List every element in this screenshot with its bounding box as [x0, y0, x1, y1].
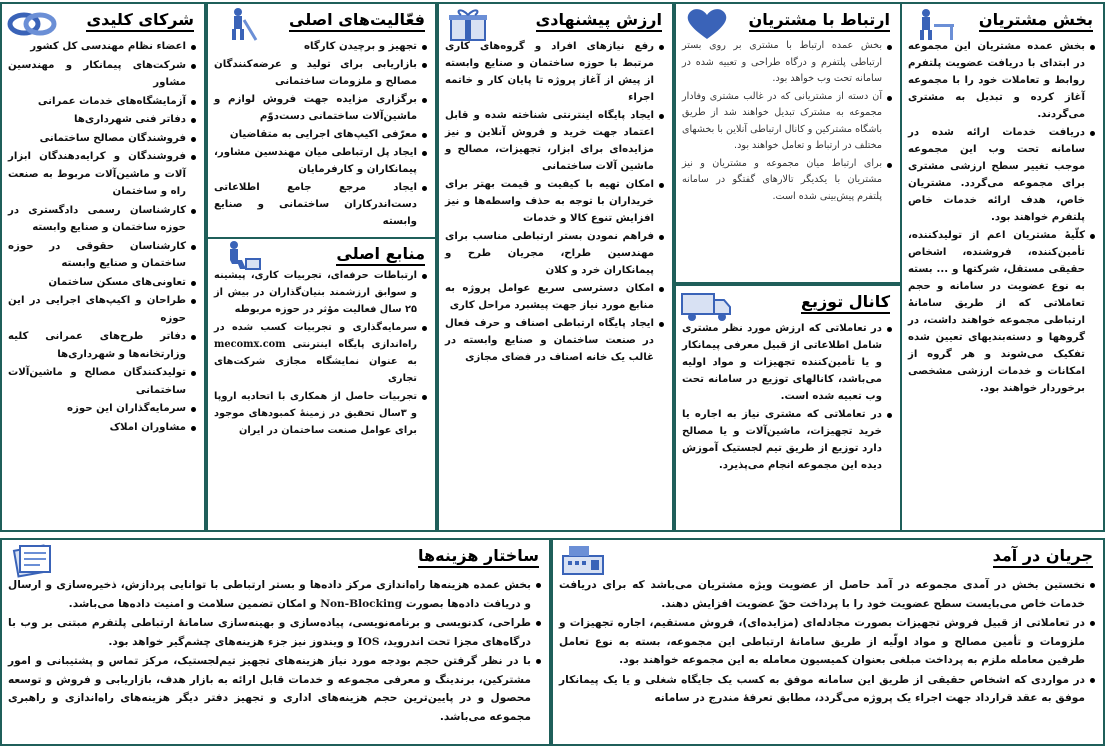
value-proposition-title: ارزش پیشنهادی: [536, 10, 662, 32]
customer-segments-title: بخش مشتریان: [979, 10, 1093, 32]
key-resources-title: منابع اصلی: [336, 244, 425, 266]
cost-structure-list: [2, 570, 549, 729]
resource-text-prefix: سرمایه‌گذاری و تجربیات کسب شده در راه‌اندازی پایگاه اینترنتی: [214, 322, 417, 350]
list-item: ارتباطات حرفه‌ای، تجربیات کاری، پیشینه و سوابق ارزشمند بنیان‌گذاران در بیش از ۲۵ سال فعالیت مؤثر در حوزه مربوطه: [214, 267, 427, 318]
value-proposition-panel: [437, 2, 674, 532]
list-item: طراحان و اکیپ‌های اجرایی در این حوزه: [8, 292, 196, 327]
list-item: تولیدکنندگان مصالح و ماشین‌آلات ساختمانی: [8, 364, 196, 399]
list-item: دریافت خدمات ارائه شده در سامانه تحت وب این مجموعه موجب تغییر سطح ارزشی مشتری برای مجموعه می‌گردد. مشتریان خاص، هدف ارائه خدمات خاص پلتفرم خواهند بود.: [908, 124, 1095, 226]
cost-item-1-prefix: بخش عمده هزینه‌ها راه‌اندازی مرکز داده‌ها و بستر ارتباطی با توانایی پردازش، ذخیره‌سازی و ارسال و دریافت داده‌ها بصورت: [8, 579, 531, 610]
list-item: [214, 319, 427, 387]
cost-structure-panel: [0, 538, 551, 746]
list-item: [8, 614, 541, 651]
cost-structure-title: ساختار هزینه‌ها: [418, 546, 539, 568]
cost-item-2-prefix: طراحی، کدنویسی و برنامه‌نویسی، پیاده‌سازی و بهینه‌سازی سامانهٔ ارتباطی پلتفرم مبتنی بر وب با درگاه‌های مجزا تحت اندروید،: [8, 617, 531, 648]
list-item: امکان دسترسی سریع عوامل پروژه به منابع مورد نیاز جهت پیشبرد مراحل کاری: [445, 280, 664, 314]
list-item: با در نظر گرفتن حجم بودجه مورد نیاز هزینه‌های تجهیز تیم‌لجستیک، مرکز تماس و پشتیبانی و امور مشترکین، برندینگ و معرفی مجموعه و خدمات قابل ارائه به بازار هدف، بازاریابی و فروش و توسعه محصول و در پایین‌ترین حجم هزینه‌های اداری و تجهیز دفتر دیگر هزینه‌های راه‌اندازی و راهبری مجموعه می‌باشد.: [8, 652, 541, 726]
revenue-streams-title: جریان در آمد: [993, 546, 1093, 568]
list-item: در تعاملاتی از قبیل فروش تجهیزات بصورت مجادله‌ای (مزایده‌ای)، فروش مستقیم، اجاره تجهیزات و ملزومات و تأمین مصالح و مواد اولّیه از طریق سامانهٔ ارتباطی این مجموعه، بسته به نوع تعامل طرفین معامله ملزم به پرداخت مبلغی بعنوان کمیسیون معامله به این مجموعه خواهند بود.: [559, 614, 1095, 670]
list-item: در تعاملاتی که ارزش مورد نظر مشتری شامل اطلاعاتی از قبیل معرفی پیمانکار و یا تأمین‌کننده تجهیزات و مواد اولیه می‌باشد، کانالهای توزیع در سامانه تحت وب تعبیه شده است.: [682, 320, 892, 405]
worker-icon: [212, 6, 266, 42]
list-item: فروشندگان و کرایه‌دهندگان ابزار آلات و ماشین‌آلات مربوط به صنعت راه و ساختمان: [8, 148, 196, 201]
gift-box-icon: [443, 6, 497, 42]
list-item: کلّیهٔ مشتریان اعم از تولیدکننده، تأمین‌کننده، فروشنده، اشخاص حقیقی مستقل، شرکتها و ... بسته به نوع عضویت در سامانه و حجم تعاملاتی که از طریق سامانهٔ ارتباطی مجموعه خواهند داشت، در گروهها و دسته‌بندیهای تعیین شده تفکیک می‌شوند و هر گروه از امکانات و خدمات ارزشی مشخصی برخوردار خواهند بود.: [908, 227, 1095, 397]
customer-relations-list: [676, 34, 900, 208]
list-item: ایجاد مرجع جامع اطلاعاتی دست‌اندرکاران ساختمانی و صنایع وابسته: [214, 179, 427, 230]
customer-segments-list: [902, 34, 1103, 400]
customer-relations-title: ارتباط با مشتریان: [749, 10, 890, 32]
key-resources-list: [208, 265, 435, 442]
customer-relations-panel: [674, 2, 902, 284]
revenue-streams-list: [553, 570, 1103, 711]
list-item: رفع نیازهای افراد و گروه‌های کاری مرتبط با حوزه ساختمان و صنایع وابسته از پیش از آغاز پروژه تا پایان کار و خاتمه اجراء: [445, 38, 664, 106]
list-item: ایجاد پایگاه اینترنتی شناخته شده و قابل اعتماد جهت خرید و فروش آنلاین و نیز مزایده‌ای برای ابزار، تجهیزات، مصالح و ماشین آلات ساختمانی: [445, 107, 664, 175]
cost-item-2-suffix: و ویندوز نیز جزء هزینه‌های چشم‌گیر خواهد بود.: [108, 635, 354, 648]
list-item: تجهیز و برچیدن کارگاه: [214, 38, 427, 55]
key-partners-panel: [0, 2, 206, 532]
list-item: اعضاء نظام مهندسی کل کشور: [8, 38, 196, 56]
cost-item-1-suffix: و امکان تضمین سلامت و امنیت داده‌ها می‌باشد.: [68, 597, 317, 610]
list-item: ایجاد پل ارتباطی میان مهندسین مشاور، پیمانکاران و کارفرمایان: [214, 144, 427, 178]
list-item: نخستین بخش در آمدی مجموعه در آمد حاصل از عضویت ویژه مشتریان می‌باشد که برای دریافت خدمات خاص می‌بایست سطح عضویت خود را با پرداخت حقّ عضویت افزایش دهند.: [559, 576, 1095, 613]
heart-icon: [680, 6, 734, 42]
channels-list: [676, 316, 900, 477]
list-item: تعاونی‌های مسکن ساختمان: [8, 274, 196, 292]
truck-icon: [680, 288, 734, 324]
mecomx-link[interactable]: mecomx.com: [214, 339, 286, 350]
non-blocking-term: Non-Blocking: [320, 597, 403, 610]
list-item: مشاوران املاک: [8, 419, 196, 437]
list-item: فراهم نمودن بستر ارتباطی مناسب برای مهندسین طراح، مجریان طرح و پیمانکاران خرد و کلان: [445, 228, 664, 279]
list-item: بخش عمده ارتباط با مشتری بر روی بستر ارتباطی پلتفرم و درگاه طراحی و تعبیه شده در سامانه تحت وب خواهد بود.: [682, 38, 892, 88]
list-item: کارشناسان حقوقی در حوزه ساختمان و صنایع وابسته: [8, 238, 196, 273]
customer-segments-panel: [900, 2, 1105, 532]
list-item: برای ارتباط میان مجموعه و مشتریان و نیز مشتریان با یکدیگر تالارهای گفتگو در سامانه پلتفرم پیش‌بینی شده است.: [682, 156, 892, 206]
resource-text-suffix: به عنوان نمایشگاه مجازی شرکت‌های تجاری: [214, 356, 417, 384]
key-activities-list: [208, 34, 435, 233]
activities-resources-panel: [206, 2, 437, 532]
revenue-streams-panel: [551, 538, 1105, 746]
key-partners-title: شرکای کلیدی: [86, 10, 194, 32]
list-item: سرمایه‌گذاران این حوزه: [8, 400, 196, 418]
list-item: بازاریابی برای تولید و عرضه‌کنندگان مصالح و ملزومات ساختمانی: [214, 56, 427, 90]
chain-links-icon: [6, 6, 60, 42]
document-stack-icon: [6, 542, 60, 578]
cash-register-icon: [557, 542, 611, 578]
list-item: آن دسته از مشتریانی که در غالب مشتری وفادار مجموعه به مشترک تبدیل خواهند شد از طریق باشگاه مشترکین و کانال ارتباطی آنلاین با بخشهای مختلف در ارتباط و تعامل خواهند بود.: [682, 89, 892, 155]
list-item: شرکت‌های پیمانکار و مهندسین مشاور: [8, 57, 196, 92]
channels-panel: [674, 284, 902, 532]
list-item: آزمایشگاه‌های خدمات عمرانی: [8, 93, 196, 111]
ios-term: IOS: [357, 635, 380, 648]
list-item: امکان تهیه با کیفیت و قیمت بهتر برای خریداران با توجه به حذف واسطه‌ها و نیز افزایش تنوع کالا و خدمات: [445, 176, 664, 227]
list-item: دفاتر فنی شهرداری‌ها: [8, 111, 196, 129]
list-item: فروشندگان مصالح ساختمانی: [8, 130, 196, 148]
key-activities-title: فعّالیت‌های اصلی: [289, 10, 425, 32]
channels-title: کانال توزیع: [801, 292, 890, 314]
list-item: دفاتر طرح‌های عمرانی کلیه وزارتخانه‌ها و شهرداری‌ها: [8, 328, 196, 363]
list-item: در تعاملاتی که مشتری نیاز به اجاره یا خرید تجهیزات، ماشین‌آلات و یا مصالح دارد توزیع از طریق تیم لجستیک آموزش دیده این مجموعه انجام می‌پذیرد.: [682, 406, 892, 474]
list-item: کارشناسان رسمی دادگستری در حوزه ساختمان و صنایع وابسته: [8, 202, 196, 237]
list-item: برگزاری مزایده جهت فروش لوازم و ماشین‌آلات ساختمانی دست‌دوّم: [214, 91, 427, 125]
list-item: در مواردی که اشخاص حقیقی از طریق این سامانه موفق به کسب یک جایگاه شغلی و یا یک پیمانکار موفق به عقد قرارداد جهت اجراء یک پروژه می‌گردد، مطابق تعرفهٔ مندرج در سامانه: [559, 671, 1095, 708]
list-item: معرّفی اکیپ‌های اجرایی به متقاضیان: [214, 126, 427, 143]
list-item: [8, 576, 541, 613]
key-partners-list: [2, 34, 204, 439]
list-item: ایجاد پایگاه ارتباطی اصناف و حرف فعال در صنعت ساختمان و صنایع وابسته در غالب یک خانه اصناف در فضای مجازی: [445, 315, 664, 366]
list-item: بخش عمده مشتریان این مجموعه در ابتدای با دریافت عضویت پلتفرم روابط و تعاملات خود را با مجموعه آغاز کرده و تبدیل به مشتری می‌گردند.: [908, 38, 1095, 123]
list-item: تجربیات حاصل از همکاری با اتحادیه اروپا و ۳سال تحقیق در زمینهٔ کمبودهای موجود برای عوامل صنعت ساختمان در ایران: [214, 388, 427, 439]
person-at-desk-icon: [906, 6, 960, 42]
value-proposition-list: [439, 34, 672, 369]
